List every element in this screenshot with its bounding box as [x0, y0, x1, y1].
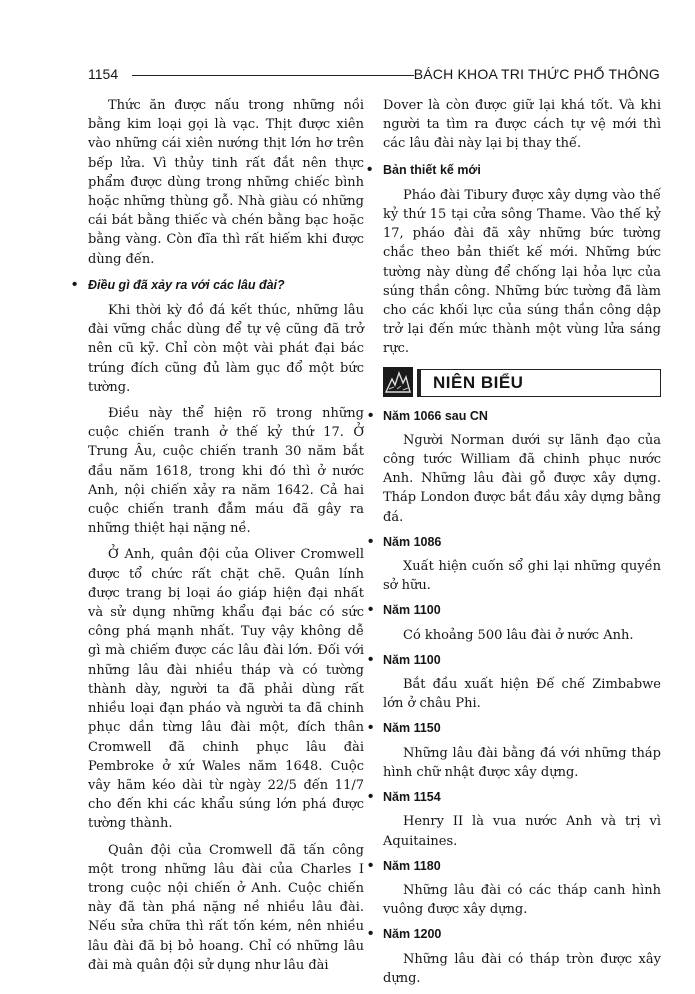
timeline-year-text: Năm 1154 [383, 790, 441, 805]
section-heading-text: Bản thiết kế mới [383, 162, 481, 177]
bullet-icon: • [368, 856, 374, 874]
bullet-icon: • [368, 532, 374, 550]
banner-title: NIÊN BIỂU [433, 372, 524, 392]
timeline-entry: Xuất hiện cuốn sổ ghi lại những quyền sở hữu. [383, 559, 661, 594]
bullet-icon: • [367, 160, 373, 178]
timeline-year [368, 788, 661, 807]
timeline-year [368, 406, 661, 426]
bullet-icon: • [72, 275, 78, 293]
banner-box [417, 369, 661, 397]
timeline-list [368, 406, 661, 988]
timeline-year-text: Năm 1100 [383, 652, 441, 667]
section-heading [367, 160, 661, 180]
page-header [88, 64, 660, 86]
bullet-icon: • [368, 719, 374, 737]
timeline-entry: Bắt đầu xuất hiện Đế chế Zimbabwe lớn ở châu Phi. [383, 677, 661, 712]
timeline-year [368, 925, 661, 944]
timeline-banner [383, 367, 661, 397]
timeline-entry: Những lâu đài bằng đá với những tháp hình chữ nhật được xây dựng. [383, 745, 661, 780]
paragraph: Ở Anh, quân đội của Oliver Cromwell được tổ chức rất chặt chẽ. Quân lính được trang bị loại áo giáp hiện đại nhất và sử dụng những khẩu đại bác có sức công phá mạnh nhất. Tuy vậy không dễ gì mà chiếm được các lâu đài lớn. Đối với những lâu đài nhiều tháp và có tường thành dày, người ta đã phải dùng rất nhiều loại đạn pháo và người ta đã chinh phục dần từng lâu đài một, đích thân Cromwell đã chinh phục lâu đài Pembroke ở xứ Wales năm 1648. Cuộc vây hãm kéo dài từ ngày 22/5 đến 11/7 cho đến khi các khẩu súng lớn phá được tường thành. [88, 547, 364, 832]
paragraph: Thức ăn được nấu trong những nồi bằng kim loại gọi là vạc. Thịt được xiên vào những cái xiên nướng thịt lớn hơ trên bếp lửa. Vì thủy tinh rất đắt nên thực phẩm được dùng trong những chiếc bình hoặc những thùng gỗ. Nhà giàu có những cái bát bằng thiếc và chén bằng bạc hoặc bằng vàng. Còn đĩa thì rất hiếm khi được dùng đến. [88, 98, 364, 267]
timeline-entry: Henry II là vua nước Anh và trị vì Aquitaines. [383, 814, 661, 849]
right-column [367, 96, 661, 994]
running-title: BÁCH KHOA TRI THỨC PHỔ THÔNG [413, 66, 660, 82]
timeline-year-text: Năm 1200 [383, 927, 442, 942]
paragraph: Quân đội của Cromwell đã tấn công một trong những lâu đài của Charles I trong cuộc nội chiến ở Anh. Cuộc chiến này đã tàn phá nặng nề nhiều lâu đài. Nếu sửa chữa thì rất tốn kém, nên nhiều lâu đài đã bị bỏ hoang. Chỉ có những lâu đài mà quân đội sử dụng như lâu đài [88, 842, 364, 973]
left-column [72, 96, 364, 982]
timeline-year-text: Năm 1086 [383, 534, 442, 549]
decorative-emblem-icon [383, 367, 413, 397]
bullet-icon: • [368, 925, 374, 943]
timeline-year [368, 856, 661, 876]
bullet-icon: • [368, 601, 374, 619]
paragraph: Pháo đài Tibury được xây dựng vào thế kỷ thứ 15 tại cửa sông Thame. Vào thế kỷ 17, pháo đài đã xây những bức tường chắc theo bản thiết kế mới. Những bức tường này dùng để chống lại hỏa lực của súng thần công. Những bức tường đã làm cho các khối lực của súng thần công dập trở lại đến mức thành một vùng lửa sáng rực. [383, 187, 661, 357]
timeline-year [368, 601, 661, 620]
timeline-year [368, 719, 661, 738]
timeline-year-text: Năm 1100 [383, 603, 441, 618]
paragraph: Khi thời kỳ đồ đá kết thúc, những lâu đài vững chắc dùng để tự vệ cũng đã trở nên cũ kỹ. Chỉ còn một vài phát đại bác trúng đích cũng đủ làm gục đổ một bức tường. [88, 303, 364, 395]
timeline-entry: Những lâu đài có tháp tròn được xây dựng. [383, 951, 661, 986]
section-heading-text: Điều gì đã xảy ra với các lâu đài? [88, 277, 285, 292]
timeline-entry: Có khoảng 500 lâu đài ở nước Anh. [403, 627, 634, 643]
timeline-year-text: Năm 1180 [383, 858, 441, 873]
paragraph: Điều này thể hiện rõ trong những cuộc chiến tranh ở thế kỷ thứ 17. Ở Trung Âu, cuộc chiến tranh 30 năm bắt đầu năm 1618, trong khi đó thì ở nước Anh, nội chiến xảy ra năm 1642. Cả hai cuộc chiến tranh đẫm máu đã gây ra những thiệt hại nặng nề. [88, 406, 364, 537]
timeline-entry: Những lâu đài có các tháp canh hình vuông được xây dựng. [383, 882, 661, 918]
timeline-year-text: Năm 1150 [383, 721, 441, 736]
header-rule [132, 75, 414, 76]
timeline-year-text: Năm 1066 sau CN [383, 408, 488, 423]
bullet-icon: • [368, 650, 374, 668]
page-number: 1154 [88, 66, 119, 82]
paragraph: Dover là còn được giữ lại khá tốt. Và khi người ta tìm ra được cách tự vệ mới thì các lâu đài này lại bị thay thế. [383, 98, 661, 152]
bullet-icon: • [368, 406, 374, 424]
timeline-year [368, 532, 661, 552]
section-heading [72, 275, 364, 295]
timeline-entry: Người Norman dưới sự lãnh đạo của công tước William đã chinh phục nước Anh. Những lâu đài gỗ được xây dựng. Tháp London được bắt đầu xây dựng bằng đá. [383, 432, 661, 525]
timeline-year [368, 650, 661, 670]
bullet-icon: • [368, 788, 374, 806]
